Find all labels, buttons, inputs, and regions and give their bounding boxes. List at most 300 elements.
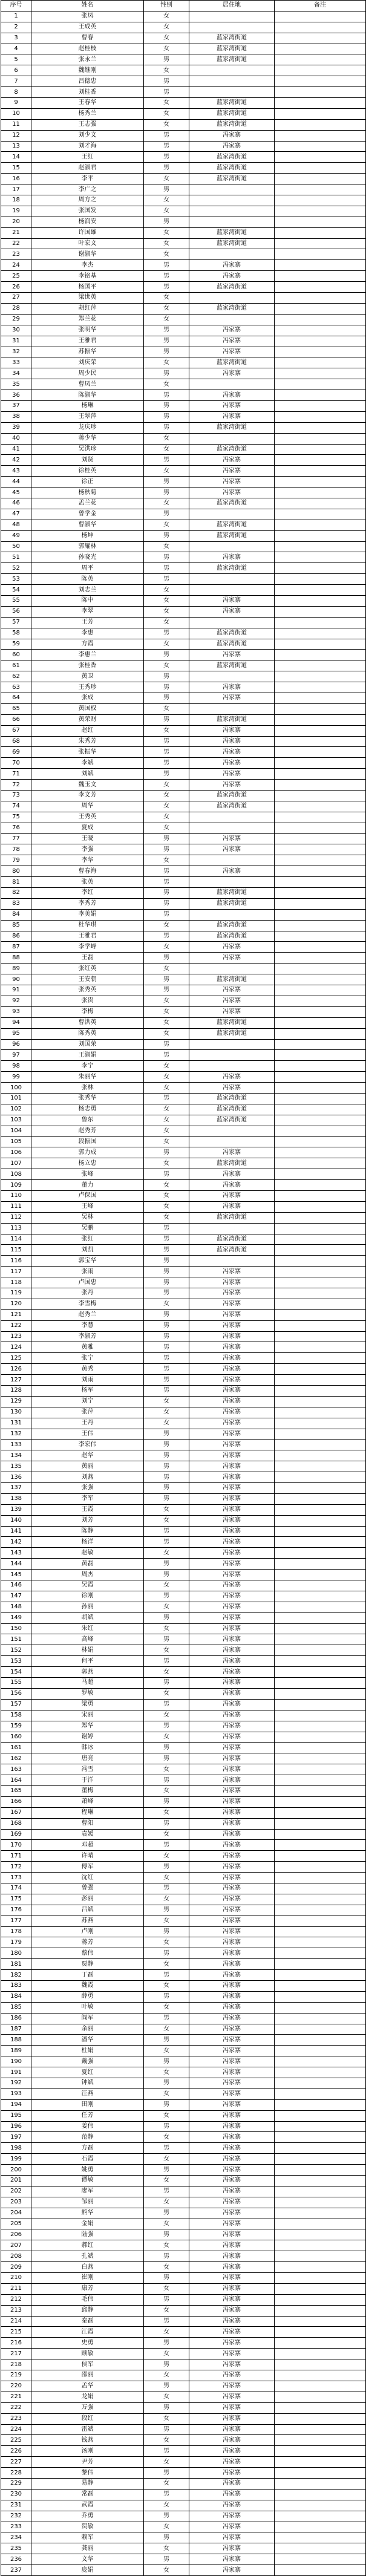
table-row <box>1 2219 366 2229</box>
cell-remark <box>275 400 366 411</box>
cell-index: 166 <box>1 1796 31 1807</box>
cell-gender: 女 <box>144 964 189 974</box>
cell-name: 李红 <box>31 888 144 899</box>
cell-location: 冯家寨 <box>189 1829 275 1840</box>
cell-name: 曹阳 <box>31 1818 144 1829</box>
cell-remark <box>275 1472 366 1483</box>
cell-index: 128 <box>1 1386 31 1397</box>
cell-location <box>189 585 275 596</box>
cell-gender: 男 <box>144 1039 189 1050</box>
cell-location: 蓝家湾街道 <box>189 238 275 249</box>
cell-index: 202 <box>1 2186 31 2197</box>
cell-gender: 女 <box>144 11 189 22</box>
cell-location: 冯家寨 <box>189 1710 275 1721</box>
table-body <box>1 11 366 2575</box>
cell-remark <box>275 2327 366 2338</box>
cell-index: 188 <box>1 2035 31 2046</box>
cell-location: 冯家寨 <box>189 1656 275 1667</box>
cell-index: 4 <box>1 44 31 54</box>
cell-location <box>189 823 275 833</box>
table-row <box>1 1926 366 1937</box>
cell-index: 16 <box>1 174 31 184</box>
table-row <box>1 1472 366 1483</box>
cell-name: 蔡伟 <box>31 1948 144 1959</box>
cell-name: 张红英 <box>31 964 144 974</box>
cell-location: 冯家寨 <box>189 1818 275 1829</box>
table-row <box>1 552 366 563</box>
table-row <box>1 1980 366 1991</box>
cell-remark <box>275 780 366 791</box>
table-row <box>1 1526 366 1537</box>
cell-remark <box>275 1807 366 1818</box>
cell-remark <box>275 1320 366 1331</box>
cell-location: 冯家寨 <box>189 2121 275 2132</box>
cell-location: 冯家寨 <box>189 1612 275 1623</box>
cell-remark <box>275 1991 366 2002</box>
table-row <box>1 379 366 390</box>
cell-index: 38 <box>1 411 31 422</box>
cell-name: 任芳 <box>31 2110 144 2121</box>
cell-remark <box>275 163 366 174</box>
cell-gender: 女 <box>144 174 189 184</box>
cell-location: 冯家寨 <box>189 606 275 617</box>
cell-remark <box>275 1753 366 1764</box>
cell-location: 冯家寨 <box>189 2262 275 2273</box>
table-row <box>1 2489 366 2500</box>
cell-index: 17 <box>1 184 31 195</box>
cell-remark <box>275 920 366 931</box>
cell-location: 蓝家湾街道 <box>189 303 275 314</box>
cell-gender: 女 <box>144 2024 189 2035</box>
cell-gender: 男 <box>144 477 189 487</box>
table-row <box>1 1386 366 1397</box>
cell-location: 冯家寨 <box>189 2305 275 2316</box>
cell-remark <box>275 2511 366 2522</box>
cell-gender: 男 <box>144 1364 189 1375</box>
cell-name: 高峰 <box>31 1634 144 1645</box>
cell-remark <box>275 477 366 487</box>
cell-location: 冯家寨 <box>189 2283 275 2294</box>
cell-location: 蓝家湾街道 <box>189 520 275 530</box>
table-row <box>1 1234 366 1245</box>
cell-index: 93 <box>1 1006 31 1017</box>
table-row <box>1 585 366 596</box>
cell-remark <box>275 650 366 660</box>
cell-remark <box>275 628 366 639</box>
cell-remark <box>275 1190 366 1201</box>
cell-gender: 男 <box>144 1169 189 1180</box>
cell-index: 94 <box>1 1017 31 1028</box>
cell-name: 谢婷 <box>31 1732 144 1743</box>
cell-remark <box>275 184 366 195</box>
cell-gender: 女 <box>144 1710 189 1721</box>
table-row <box>1 1104 366 1115</box>
cell-location: 冯家寨 <box>189 1440 275 1450</box>
cell-remark <box>275 195 366 206</box>
cell-gender: 男 <box>144 2143 189 2154</box>
cell-index: 90 <box>1 974 31 985</box>
cell-name: 韩冰 <box>31 1743 144 1753</box>
cell-index: 8 <box>1 87 31 98</box>
cell-index: 20 <box>1 217 31 227</box>
cell-index: 152 <box>1 1645 31 1656</box>
table-row <box>1 1158 366 1169</box>
cell-remark <box>275 1429 366 1440</box>
cell-name: 郭耀林 <box>31 541 144 552</box>
cell-location: 蓝家湾街道 <box>189 801 275 812</box>
cell-location: 蓝家湾街道 <box>189 33 275 44</box>
cell-gender: 男 <box>144 2554 189 2565</box>
cell-gender: 女 <box>144 108 189 119</box>
cell-remark <box>275 271 366 282</box>
cell-location: 冯家寨 <box>189 2424 275 2435</box>
cell-gender: 男 <box>144 530 189 541</box>
cell-location: 冯家寨 <box>189 942 275 953</box>
cell-location: 冯家寨 <box>189 1894 275 1905</box>
cell-index: 121 <box>1 1309 31 1320</box>
cell-remark <box>275 1873 366 1883</box>
cell-index: 28 <box>1 303 31 314</box>
cell-index: 151 <box>1 1634 31 1645</box>
cell-name: 董力 <box>31 1180 144 1191</box>
cell-gender: 女 <box>144 444 189 455</box>
cell-remark <box>275 2208 366 2219</box>
cell-name: 庞娟 <box>31 2565 144 2576</box>
cell-name: 史勇 <box>31 2338 144 2349</box>
cell-gender: 男 <box>144 152 189 163</box>
cell-location <box>189 22 275 33</box>
cell-remark <box>275 249 366 260</box>
cell-location: 蓝家湾街道 <box>189 1017 275 1028</box>
table-row <box>1 2338 366 2349</box>
cell-name: 张秀华 <box>31 1093 144 1104</box>
cell-remark <box>275 1678 366 1689</box>
table-row <box>1 1916 366 1926</box>
cell-name: 侯军 <box>31 2359 144 2370</box>
cell-name: 周平 <box>31 563 144 574</box>
cell-index: 180 <box>1 1948 31 1959</box>
cell-remark <box>275 693 366 704</box>
cell-name: 金娟 <box>31 2219 144 2229</box>
table-row <box>1 2186 366 2197</box>
cell-location: 冯家寨 <box>189 1407 275 1418</box>
cell-remark <box>275 1039 366 1050</box>
cell-index: 229 <box>1 2478 31 2489</box>
cell-location: 冯家寨 <box>189 2273 275 2284</box>
table-row <box>1 1591 366 1602</box>
table-row <box>1 1212 366 1223</box>
cell-index: 80 <box>1 866 31 877</box>
cell-name: 方磊 <box>31 2143 144 2154</box>
cell-location: 冯家寨 <box>189 2219 275 2229</box>
cell-location: 冯家寨 <box>189 844 275 855</box>
cell-index: 60 <box>1 650 31 660</box>
cell-remark <box>275 1667 366 1678</box>
cell-remark <box>275 520 366 530</box>
cell-location: 蓝家湾街道 <box>189 54 275 65</box>
cell-remark <box>275 260 366 271</box>
cell-name: 李美娟 <box>31 909 144 920</box>
cell-name: 萧峰 <box>31 1796 144 1807</box>
cell-name: 王雅君 <box>31 931 144 942</box>
table-row <box>1 1006 366 1017</box>
cell-name: 赵淑君 <box>31 163 144 174</box>
cell-index: 65 <box>1 703 31 714</box>
cell-index: 168 <box>1 1818 31 1829</box>
cell-gender: 男 <box>144 1245 189 1256</box>
cell-location: 冯家寨 <box>189 1559 275 1570</box>
table-row <box>1 758 366 769</box>
cell-remark <box>275 1201 366 1212</box>
cell-remark <box>275 888 366 899</box>
table-row <box>1 2370 366 2381</box>
cell-name: 张明华 <box>31 325 144 336</box>
cell-name: 张贵 <box>31 996 144 1006</box>
cell-gender: 男 <box>144 1461 189 1472</box>
cell-remark <box>275 1017 366 1028</box>
table-row <box>1 2294 366 2305</box>
table-row <box>1 1894 366 1905</box>
cell-gender: 男 <box>144 844 189 855</box>
table-row <box>1 2154 366 2165</box>
cell-index: 201 <box>1 2176 31 2186</box>
table-row <box>1 1072 366 1083</box>
table-row <box>1 2078 366 2089</box>
table-row <box>1 347 366 357</box>
cell-remark <box>275 303 366 314</box>
cell-index: 79 <box>1 855 31 866</box>
cell-name: 丁磊 <box>31 1970 144 1981</box>
cell-location: 冯家寨 <box>189 260 275 271</box>
table-row <box>1 1537 366 1548</box>
cell-remark <box>275 2543 366 2554</box>
cell-location: 冯家寨 <box>189 325 275 336</box>
cell-remark <box>275 98 366 109</box>
cell-index: 207 <box>1 2240 31 2251</box>
cell-name: 杨坤 <box>31 530 144 541</box>
cell-location: 冯家寨 <box>189 1267 275 1277</box>
table-row <box>1 1050 366 1061</box>
cell-name: 张雨 <box>31 1267 144 1277</box>
cell-name: 熊华 <box>31 2208 144 2219</box>
cell-location: 蓝家湾街道 <box>189 1245 275 1256</box>
cell-gender: 男 <box>144 909 189 920</box>
table-row <box>1 1169 366 1180</box>
cell-location: 冯家寨 <box>189 2024 275 2035</box>
cell-gender: 男 <box>144 2468 189 2479</box>
cell-remark <box>275 1948 366 1959</box>
cell-index: 13 <box>1 141 31 152</box>
cell-name: 胡斌 <box>31 1612 144 1623</box>
cell-location: 冯家寨 <box>189 996 275 1006</box>
cell-gender: 男 <box>144 1905 189 1916</box>
cell-location <box>189 195 275 206</box>
cell-location <box>189 1050 275 1061</box>
cell-gender: 女 <box>144 357 189 368</box>
cell-remark <box>275 877 366 888</box>
cell-name: 杨琳 <box>31 400 144 411</box>
cell-remark <box>275 1158 366 1169</box>
cell-name: 钱燕 <box>31 2435 144 2446</box>
table-row <box>1 2251 366 2262</box>
cell-name: 张强 <box>31 1483 144 1494</box>
cell-location: 冯家寨 <box>189 2132 275 2143</box>
cell-gender: 女 <box>144 725 189 736</box>
cell-name: 顾敏 <box>31 2349 144 2359</box>
cell-location <box>189 509 275 520</box>
cell-index: 44 <box>1 477 31 487</box>
cell-name: 白燕 <box>31 2262 144 2273</box>
cell-location: 蓝家湾街道 <box>189 163 275 174</box>
cell-location: 蓝家湾街道 <box>189 628 275 639</box>
cell-name: 刘燕 <box>31 1472 144 1483</box>
cell-index: 73 <box>1 791 31 801</box>
cell-index: 194 <box>1 2099 31 2110</box>
table-row <box>1 1991 366 2002</box>
cell-gender: 男 <box>144 1840 189 1851</box>
cell-gender: 男 <box>144 1353 189 1364</box>
cell-name: 黄磊 <box>31 1559 144 1570</box>
cell-name: 徐桂英 <box>31 466 144 477</box>
cell-index: 74 <box>1 801 31 812</box>
cell-index: 131 <box>1 1418 31 1429</box>
cell-name: 张宁 <box>31 1353 144 1364</box>
cell-gender: 男 <box>144 347 189 357</box>
table-row <box>1 1580 366 1591</box>
cell-gender: 男 <box>144 2424 189 2435</box>
cell-location: 冯家寨 <box>189 2067 275 2078</box>
cell-index: 161 <box>1 1743 31 1753</box>
cell-name: 陈中 <box>31 595 144 606</box>
cell-gender: 男 <box>144 217 189 227</box>
cell-remark <box>275 974 366 985</box>
table-row <box>1 1331 366 1342</box>
cell-index: 171 <box>1 1851 31 1862</box>
cell-name: 刘少文 <box>31 130 144 141</box>
cell-gender: 男 <box>144 736 189 747</box>
cell-location: 冯家寨 <box>189 985 275 996</box>
cell-gender: 女 <box>144 1104 189 1115</box>
cell-name: 康芳 <box>31 2283 144 2294</box>
cell-gender: 女 <box>144 1602 189 1612</box>
table-row <box>1 682 366 693</box>
cell-gender: 女 <box>144 44 189 54</box>
table-row <box>1 1396 366 1407</box>
cell-gender: 男 <box>144 509 189 520</box>
cell-gender: 男 <box>144 1948 189 1959</box>
cell-index: 195 <box>1 2110 31 2121</box>
table-row <box>1 2381 366 2392</box>
table-row <box>1 791 366 801</box>
cell-index: 36 <box>1 390 31 401</box>
cell-index: 199 <box>1 2154 31 2165</box>
cell-remark <box>275 953 366 964</box>
table-row <box>1 2002 366 2013</box>
cell-remark <box>275 282 366 293</box>
cell-gender: 男 <box>144 1656 189 1667</box>
cell-location: 冯家寨 <box>189 725 275 736</box>
cell-index: 149 <box>1 1612 31 1623</box>
cell-location: 冯家寨 <box>189 1991 275 2002</box>
cell-location: 冯家寨 <box>189 1796 275 1807</box>
cell-gender: 女 <box>144 1504 189 1515</box>
cell-name: 赵敏 <box>31 1548 144 1559</box>
cell-index: 111 <box>1 1201 31 1212</box>
cell-name: 刘国荣 <box>31 1039 144 1050</box>
cell-gender: 女 <box>144 541 189 552</box>
cell-remark <box>275 1309 366 1320</box>
table-row <box>1 336 366 347</box>
cell-name: 黎伟 <box>31 2468 144 2479</box>
cell-gender: 女 <box>144 703 189 714</box>
cell-gender: 男 <box>144 1288 189 1299</box>
table-row <box>1 1115 366 1126</box>
cell-gender: 男 <box>144 390 189 401</box>
table-row <box>1 1190 366 1201</box>
cell-gender: 男 <box>144 1570 189 1580</box>
table-row <box>1 2024 366 2035</box>
cell-index: 122 <box>1 1320 31 1331</box>
cell-remark <box>275 1147 366 1158</box>
cell-location: 蓝家湾街道 <box>189 119 275 130</box>
cell-remark <box>275 1710 366 1721</box>
cell-index: 39 <box>1 422 31 433</box>
cell-location: 冯家寨 <box>189 2046 275 2056</box>
cell-gender: 女 <box>144 1515 189 1526</box>
cell-remark <box>275 1493 366 1504</box>
cell-name: 周杰 <box>31 1570 144 1580</box>
table-row <box>1 227 366 238</box>
cell-name: 龚丽 <box>31 2543 144 2554</box>
cell-index: 185 <box>1 2002 31 2013</box>
cell-location: 冯家寨 <box>189 1570 275 1580</box>
cell-name: 沈红 <box>31 1873 144 1883</box>
cell-remark <box>275 964 366 974</box>
cell-remark <box>275 1126 366 1136</box>
table-row <box>1 725 366 736</box>
cell-gender: 男 <box>144 671 189 682</box>
header-remark: 备注 <box>275 1 366 11</box>
cell-index: 7 <box>1 76 31 87</box>
cell-gender: 男 <box>144 260 189 271</box>
cell-name: 张成 <box>31 693 144 704</box>
cell-name: 魏玉文 <box>31 780 144 791</box>
cell-name: 苏振华 <box>31 347 144 357</box>
cell-remark <box>275 65 366 76</box>
cell-remark <box>275 769 366 780</box>
cell-index: 190 <box>1 2056 31 2067</box>
cell-name: 黄荣财 <box>31 714 144 725</box>
table-row <box>1 455 366 466</box>
cell-index: 144 <box>1 1559 31 1570</box>
cell-name: 邵丽 <box>31 2370 144 2381</box>
cell-name: 王霞 <box>31 1504 144 1515</box>
cell-index: 24 <box>1 260 31 271</box>
cell-remark <box>275 2435 366 2446</box>
table-row <box>1 1277 366 1288</box>
table-row <box>1 650 366 660</box>
cell-gender: 男 <box>144 552 189 563</box>
cell-index: 118 <box>1 1277 31 1288</box>
cell-remark <box>275 2197 366 2208</box>
table-row <box>1 1548 366 1559</box>
cell-name: 武霞 <box>31 2500 144 2511</box>
cell-gender: 女 <box>144 1136 189 1147</box>
table-row <box>1 1807 366 1818</box>
cell-index: 191 <box>1 2067 31 2078</box>
cell-index: 106 <box>1 1147 31 1158</box>
cell-location: 冯家寨 <box>189 2110 275 2121</box>
